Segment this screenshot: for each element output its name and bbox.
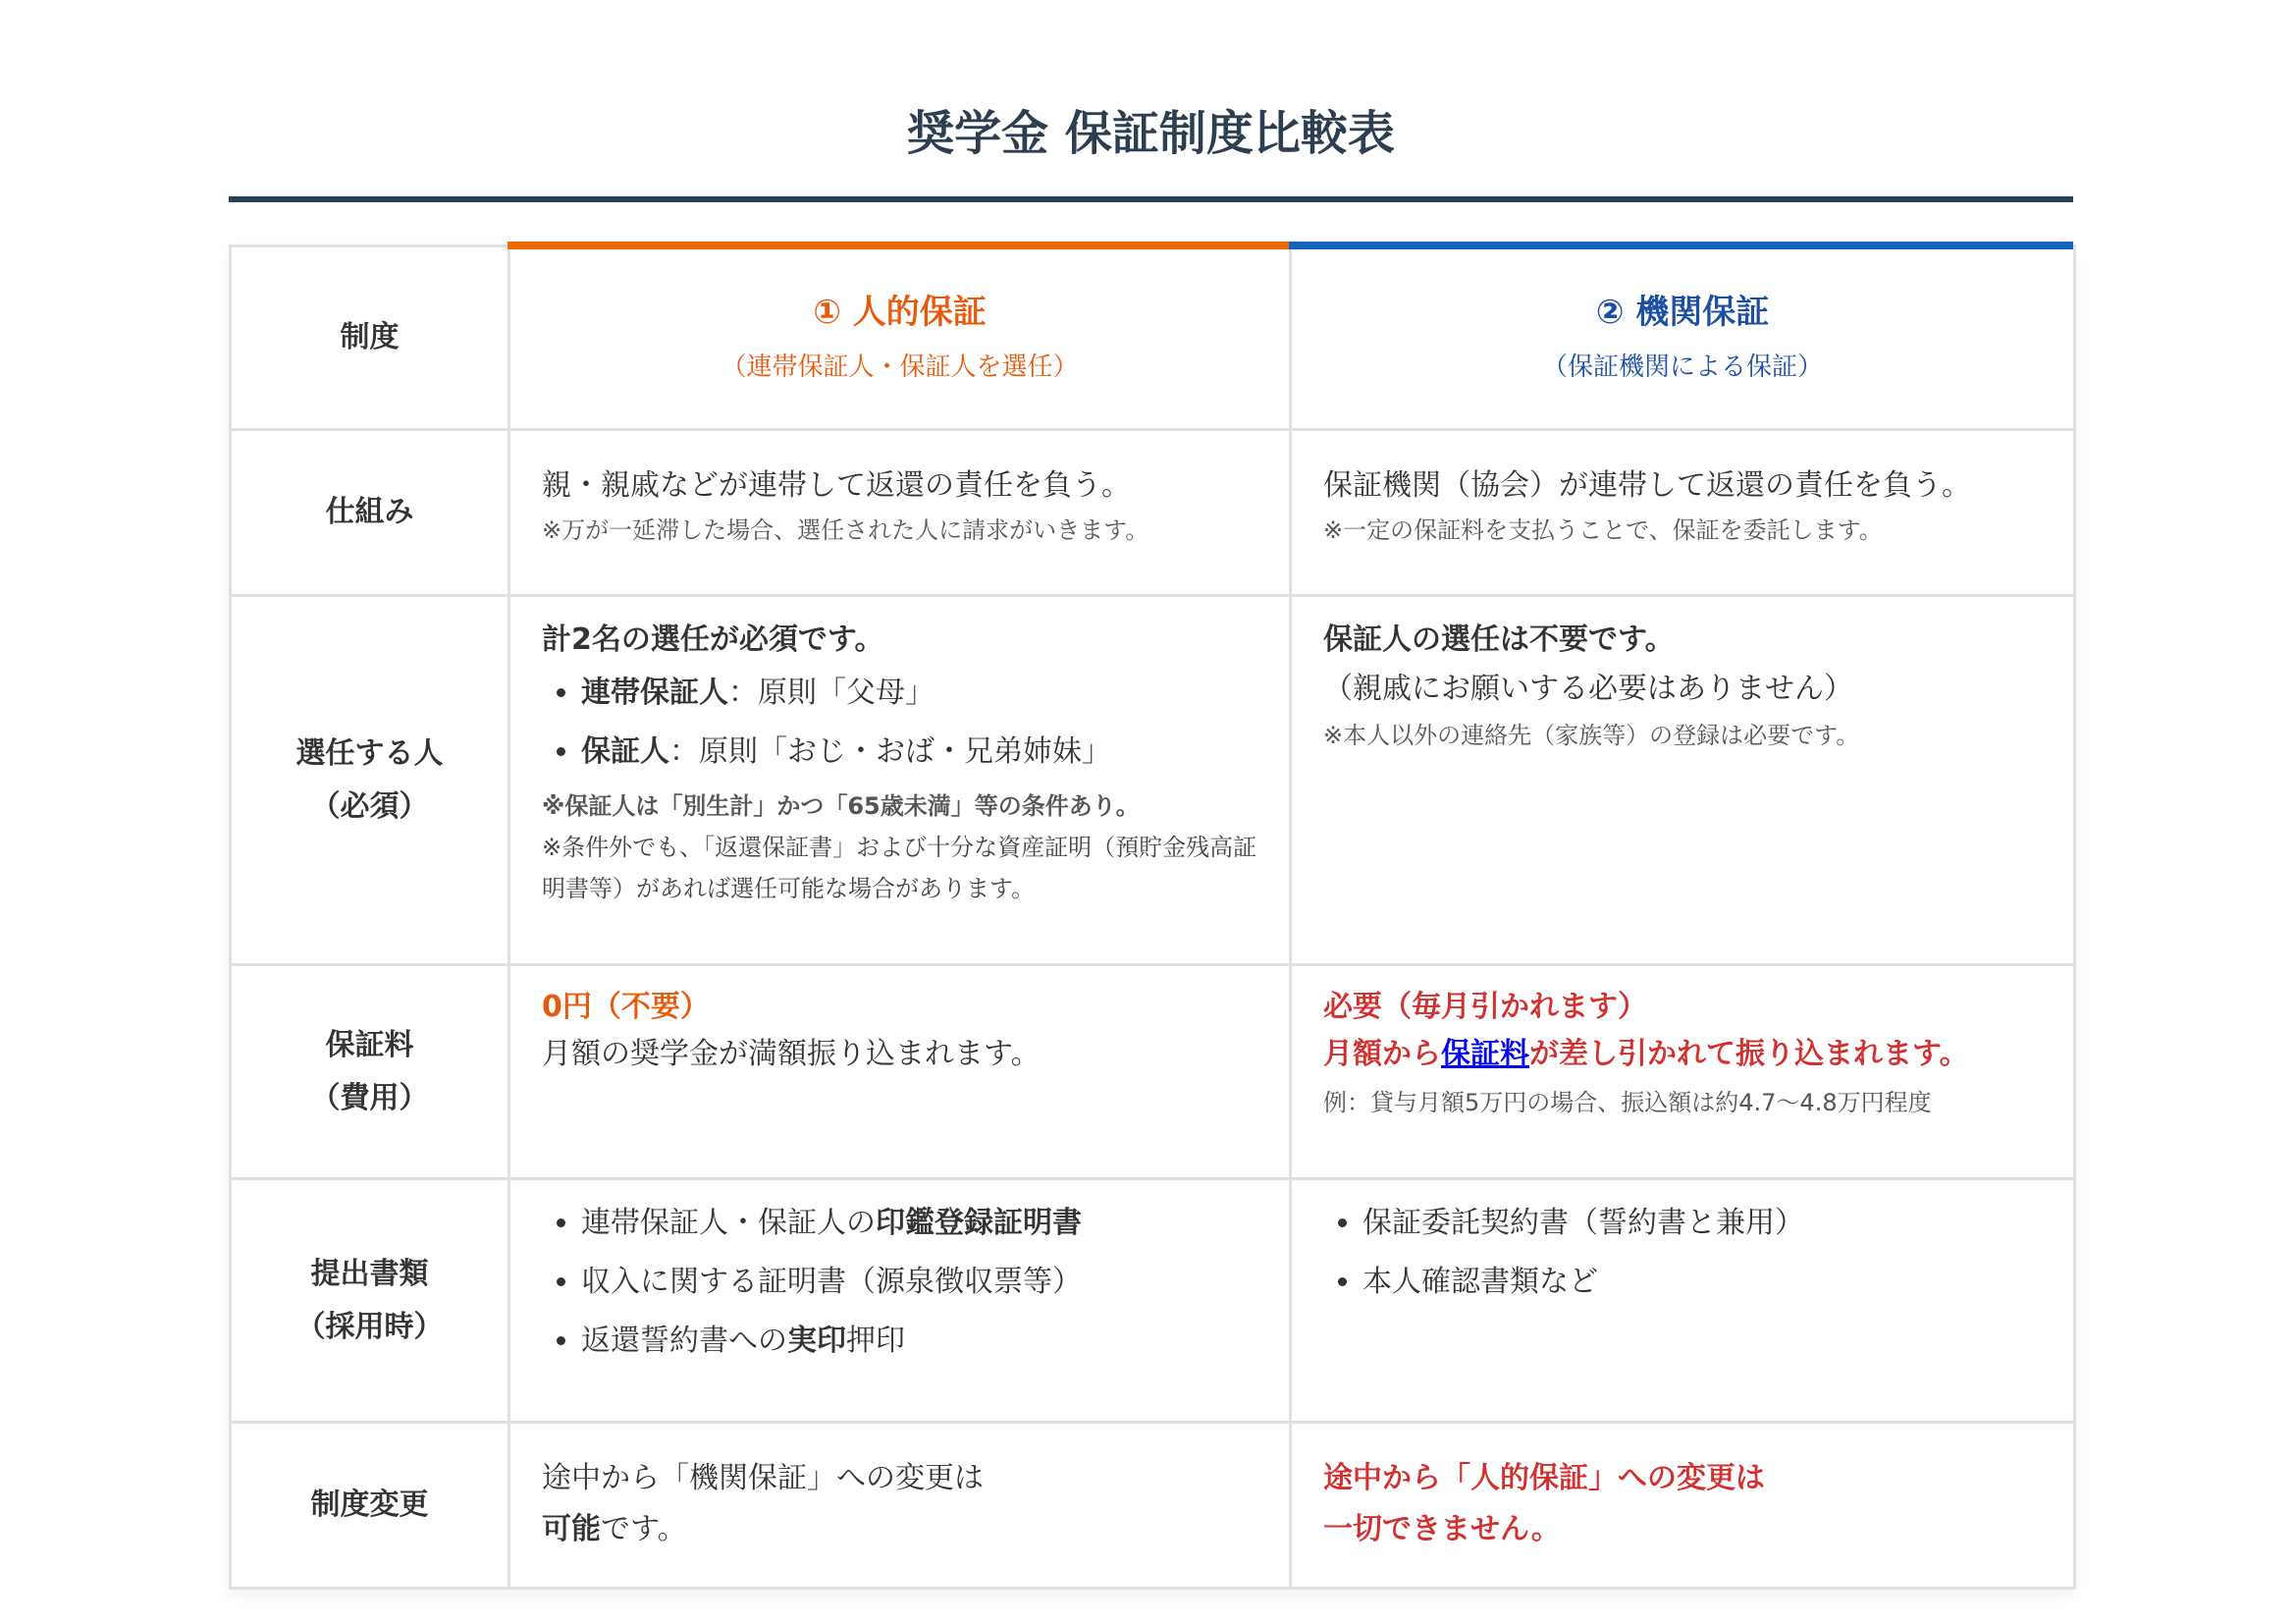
table-row-selection: [231, 596, 2075, 965]
row-label-selection: [231, 596, 509, 965]
guarantee-fee-link[interactable]: 保証料: [1441, 1037, 1529, 1071]
fee-personal-highlight: 0円（不要）: [542, 990, 710, 1024]
guarantor-type-detail: ：原則「おじ・おば・兄弟姉妹」: [669, 734, 1111, 769]
header-personal-guarantee: [509, 246, 1291, 430]
documents-institutional-cell: [1291, 1179, 2075, 1423]
fee-line-prefix: 月額から: [1323, 1037, 1441, 1071]
table-row-mechanism: [231, 430, 2075, 596]
change-personal-rest: です。: [601, 1512, 687, 1546]
mechanism-personal-note: ※万が一延滞した場合、選任された人に請求がいきます。: [542, 516, 1149, 544]
row-label-fee-line2: （費用）: [310, 1080, 429, 1115]
mechanism-institutional-cell: [1291, 430, 2075, 596]
list-item: • 保証委託契約書（誓約書と兼用）: [1362, 1194, 2042, 1253]
fee-institutional-highlight: 必要（毎月引かれます）: [1323, 990, 1647, 1024]
change-institutional-line2: 一切できません。: [1323, 1512, 1561, 1546]
selection-personal-exception-note: ※条件外でも、「返還保証書」および十分な資産証明（預貯金残高証明書等）があれば選任可能な場合があります。: [542, 834, 1257, 902]
personal-guarantee-subtitle: （連帯保証人・保証人を選任）: [721, 352, 1079, 382]
personal-guarantee-accent-bar: [507, 242, 1289, 249]
institutional-guarantee-subtitle: （保証機関による保証）: [1541, 352, 1823, 382]
row-label-mechanism: 仕組み: [231, 430, 509, 596]
change-personal-cell: [509, 1423, 1291, 1589]
row-label-fee-line1: 保証料: [325, 1027, 414, 1062]
list-item: [581, 1194, 1257, 1253]
change-possible-emphasis: 可能: [542, 1512, 601, 1546]
row-label-fee: [231, 965, 509, 1179]
personal-guarantee-title: ① 人的保証: [813, 293, 987, 332]
list-item: [581, 664, 1257, 723]
guarantor-type-label: 連帯保証人: [581, 676, 728, 710]
selection-personal-cell: [509, 596, 1291, 965]
selection-institutional-note: ※本人以外の連絡先（家族等）の登録は必要です。: [1323, 722, 1860, 749]
selection-institutional-lead: 保証人の選任は不要です。: [1323, 623, 1675, 657]
change-institutional-line1: 途中から「人的保証」への変更は: [1323, 1461, 1765, 1495]
table-row-documents: [231, 1179, 2075, 1423]
list-item: • 本人確認書類など: [1362, 1253, 2042, 1312]
page-title: 奨学金 保証制度比較表: [907, 106, 1395, 161]
selection-institutional-cell: [1291, 596, 2075, 965]
list-item: [581, 723, 1257, 782]
fee-personal-main: 月額の奨学金が満額振り込まれます。: [542, 1037, 1041, 1071]
documents-personal-list: [542, 1194, 1257, 1371]
doc-text: 押印: [846, 1324, 905, 1358]
table-row-fee: [231, 965, 2075, 1179]
doc-text: 返還誓約書への: [581, 1324, 787, 1358]
mechanism-institutional-main: 保証機関（協会）が連帯して返還の責任を負う。: [1323, 468, 1971, 503]
selection-institutional-main: （親戚にお願いする必要はありません）: [1323, 672, 1853, 706]
change-institutional-cell: [1291, 1423, 2075, 1589]
table-row-header: [231, 246, 2075, 430]
doc-emphasis: 印鑑登録証明書: [876, 1206, 1082, 1240]
guarantor-type-label: 保証人: [581, 734, 669, 769]
change-personal-line1: 途中から「機関保証」への変更は: [542, 1461, 984, 1495]
row-label-selection-line1: 選任する人: [295, 735, 444, 771]
row-label-documents: [231, 1179, 509, 1423]
doc-emphasis: 実印: [787, 1324, 846, 1358]
documents-institutional-list: [1323, 1194, 2042, 1312]
mechanism-institutional-note: ※一定の保証料を支払うことで、保証を委託します。: [1323, 516, 1883, 544]
header-institutional-guarantee: [1291, 246, 2075, 430]
list-item: [581, 1312, 1257, 1371]
fee-line-suffix: が差し引かれて振り込まれます。: [1529, 1037, 1969, 1071]
row-label-change: 制度変更: [231, 1423, 509, 1589]
selection-personal-list: [542, 664, 1257, 782]
institutional-guarantee-accent-bar: [1289, 242, 2073, 249]
fee-institutional-cell: [1291, 965, 2075, 1179]
fee-institutional-line: [1323, 1031, 2042, 1078]
institutional-guarantee-title: ② 機関保証: [1595, 293, 1770, 332]
mechanism-personal-cell: [509, 430, 1291, 596]
table-row-change: [231, 1423, 2075, 1589]
comparison-table: [229, 244, 2073, 1590]
row-label-documents-line2: （採用時）: [295, 1309, 444, 1344]
fee-personal-cell: [509, 965, 1291, 1179]
mechanism-personal-main: 親・親戚などが連帯して返還の責任を負う。: [542, 468, 1131, 503]
row-label-system: 制度: [231, 246, 509, 430]
list-item: [581, 1253, 1257, 1312]
title-underline: [229, 196, 2073, 202]
row-label-selection-line2: （必須）: [310, 788, 429, 824]
documents-personal-cell: [509, 1179, 1291, 1423]
guarantor-type-detail: ：原則「父母」: [728, 676, 934, 710]
row-label-documents-line1: 提出書類: [310, 1256, 429, 1291]
fee-institutional-example: 例：貸与月額5万円の場合、振込額は約4.7〜4.8万円程度: [1323, 1089, 1932, 1116]
doc-text: 収入に関する証明書（源泉徴収票等）: [581, 1265, 1082, 1299]
change-personal-line2: [542, 1504, 1257, 1555]
selection-personal-condition-note: ※保証人は「別生計」かつ「65歳未満」等の条件あり。: [542, 792, 1140, 820]
doc-text: 連帯保証人・保証人の: [581, 1206, 876, 1240]
selection-personal-lead: 計2名の選任が必須です。: [542, 623, 884, 657]
